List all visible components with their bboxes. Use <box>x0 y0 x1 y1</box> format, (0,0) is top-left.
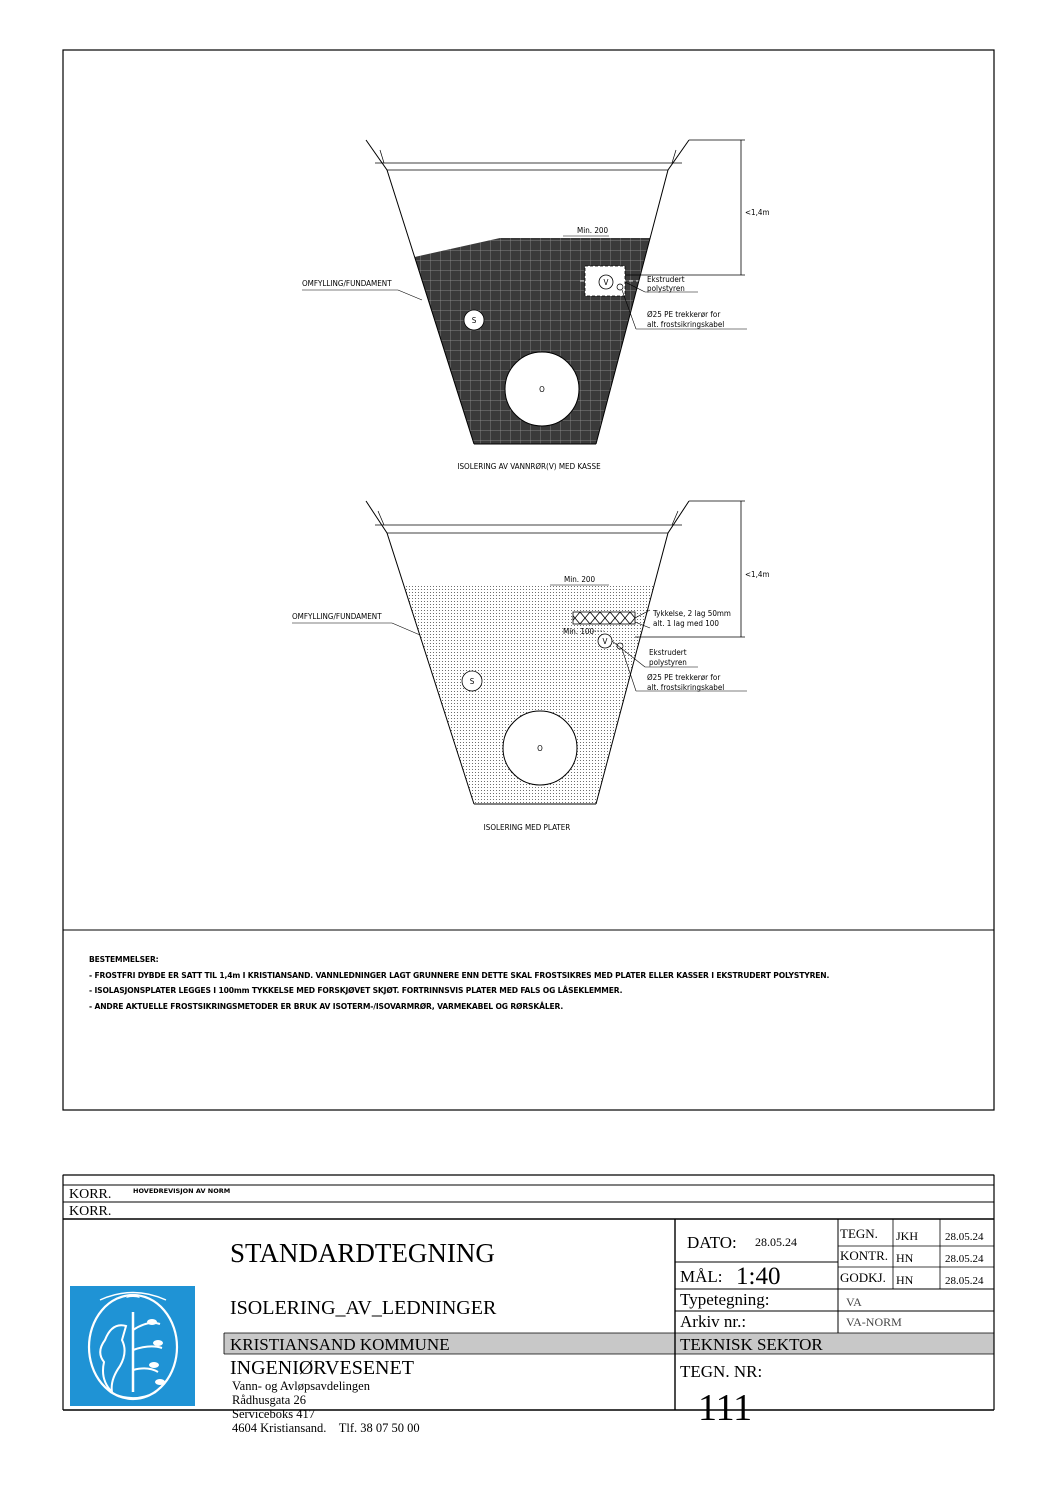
dato-value: 28.05.24 <box>755 1235 797 1249</box>
typetegning-label: Typetegning: <box>680 1290 770 1309</box>
pipe-v-label: V <box>603 278 609 287</box>
sign-role-2: KONTR. <box>840 1248 889 1263</box>
typetegning-value: VA <box>846 1295 862 1309</box>
maal-label: MÅL: <box>680 1267 723 1286</box>
sign-date-1: 28.05.24 <box>945 1231 984 1243</box>
korr-label-2: KORR. <box>69 1204 112 1219</box>
korr-text-1: HOVEDREVISJON AV NORM <box>133 1187 231 1195</box>
pipe-s-label: S <box>471 316 477 325</box>
address-line-3: Serviceboks 417 <box>232 1407 315 1421</box>
depth-label: <1,4m <box>745 570 770 579</box>
fill-label: OMFYLLING/FUNDAMENT <box>292 612 382 621</box>
depth-label: <1,4m <box>745 208 770 217</box>
dato-label: DATO: <box>687 1233 737 1252</box>
drawing-subtitle: ISOLERING_AV_LEDNINGER <box>230 1297 497 1319</box>
sector-name: TEKNISK SEKTOR <box>680 1335 823 1354</box>
drawing-2-caption: ISOLERING MED PLATER <box>483 823 571 832</box>
min-label: Min. 200 <box>577 226 609 235</box>
tegn-nr-value: 111 <box>698 1387 753 1429</box>
pe-label-1: Ø25 PE trekkerør for <box>647 673 721 682</box>
notes-heading: BESTEMMELSER: <box>89 955 159 964</box>
note-item: - FROSTFRI DYBDE ER SATT TIL 1,4m I KRISTIANSAND. VANNLEDNINGER LAGT GRUNNERE ENN DETTE SKAL FROSTSIKRES MED PLATER ELLER KASSER I EKSTRUDERT POLYSTYREN. <box>89 970 830 980</box>
sign-initials-3: HN <box>896 1273 914 1287</box>
korr-label-1: KORR. <box>69 1187 112 1202</box>
sign-date-3: 28.05.24 <box>945 1275 984 1287</box>
note-item: - ANDRE AKTUELLE FROSTSIKRINGSMETODER ER BRUK AV ISOTERM-/ISOVARMRØR, VARMEKABEL OG RØRSKÅLER. <box>89 1001 564 1011</box>
pipe-o-label: O <box>537 744 543 753</box>
note-item: - ISOLASJONSPLATER LEGGES I 100mm TYKKELSE MED FORSKJØVET SKJØT. FORTRINNSVIS PLATER MED FALS OG LÅSEKLEMMER. <box>89 986 623 995</box>
address-line-4: 4604 Kristiansand. Tlf. 38 07 50 00 <box>232 1421 420 1435</box>
arkiv-value: VA-NORM <box>846 1315 902 1329</box>
polystyrene-label-2: polystyren <box>649 658 687 667</box>
pipe-s-label: S <box>469 677 475 686</box>
department-name: INGENIØRVESENET <box>230 1357 414 1379</box>
pipe-v-label: V <box>602 637 608 646</box>
address-line-2: Rådhusgata 26 <box>232 1393 306 1407</box>
polystyrene-label-1: Ekstrudert <box>649 648 687 657</box>
sign-initials-2: HN <box>896 1251 914 1265</box>
thickness-label-1: Tykkelse, 2 lag 50mm <box>653 609 731 618</box>
sign-date-2: 28.05.24 <box>945 1253 984 1265</box>
drawing-title: STANDARDTEGNING <box>230 1238 495 1268</box>
pe-label-1: Ø25 PE trekkerør for <box>647 310 721 319</box>
thickness-label-2: alt. 1 lag med 100 <box>653 619 719 628</box>
pipe-o-label: O <box>539 385 545 394</box>
municipality-name: KRISTIANSAND KOMMUNE <box>230 1335 450 1354</box>
arkiv-label: Arkiv nr.: <box>680 1312 747 1331</box>
drawing-1-caption: ISOLERING AV VANNRØR(V) MED KASSE <box>457 462 601 471</box>
polystyrene-label-1: Ekstrudert <box>647 275 685 284</box>
fill-label: OMFYLLING/FUNDAMENT <box>302 279 392 288</box>
polystyrene-label-2: polystyren <box>647 284 685 293</box>
sign-role-1: TEGN. <box>840 1226 878 1241</box>
scale-value: 1:40 <box>736 1263 781 1290</box>
sign-role-3: GODKJ. <box>840 1270 886 1285</box>
notes-section <box>89 952 869 1014</box>
kristiansand-coat-of-arms-icon <box>70 1286 195 1406</box>
min-top-label: Min. 200 <box>564 575 596 584</box>
sign-initials-1: JKH <box>896 1229 919 1243</box>
pe-label-2: alt. frostsikringskabel <box>647 683 725 692</box>
tegn-nr-label: TEGN. NR: <box>680 1362 763 1381</box>
pe-label-2: alt. frostsikringskabel <box>647 320 725 329</box>
min-side-label: Min. 100 <box>563 627 595 636</box>
address-line-1: Vann- og Avløpsavdelingen <box>232 1379 370 1393</box>
